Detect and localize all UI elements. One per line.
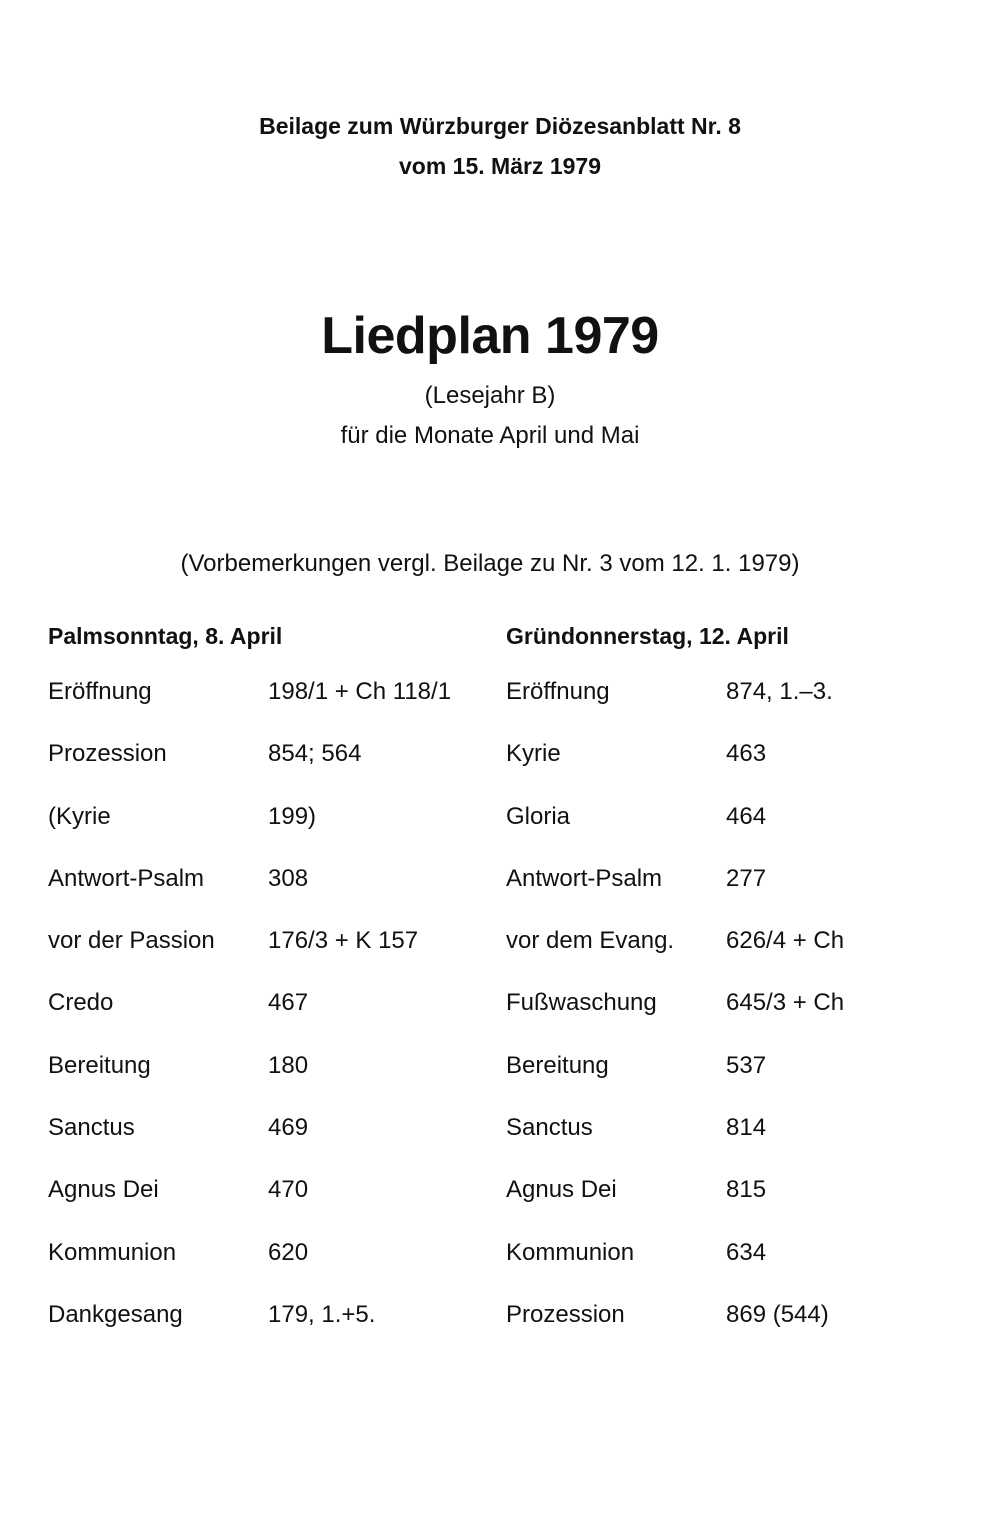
header-line-1: Beilage zum Würzburger Diözesanblatt Nr. 8 — [259, 113, 741, 139]
row-label: Kyrie — [506, 740, 561, 768]
subtitle-line-2: für die Monate April und Mai — [340, 422, 640, 449]
row-value: 464 — [726, 802, 767, 830]
row-value: 854; 564 — [268, 740, 362, 768]
list-item — [48, 672, 452, 734]
row-label: vor der Passion — [48, 927, 215, 955]
list-item — [506, 1046, 789, 1108]
column-maundy-thursday — [506, 616, 845, 1357]
list-item — [48, 1233, 309, 1295]
row-label: Dankgesang — [48, 1300, 183, 1328]
page-title: Liedplan 1979 — [321, 307, 659, 365]
subtitle-line-1: (Lesejahr B) — [424, 382, 556, 409]
row-value: 467 — [268, 989, 309, 1017]
row-label: Agnus Dei — [506, 1176, 617, 1204]
subtitle — [0, 376, 980, 456]
column-heading: Palmsonntag, 8. April — [48, 623, 283, 649]
list-item — [48, 1108, 309, 1170]
row-value: 814 — [726, 1114, 767, 1142]
row-label: (Kyrie — [48, 802, 111, 830]
list-item — [48, 921, 419, 983]
document-header — [0, 106, 1000, 186]
row-label: Antwort-Psalm — [48, 864, 205, 892]
list-item — [48, 983, 309, 1045]
row-label: Sanctus — [506, 1114, 593, 1142]
row-value: 469 — [268, 1114, 309, 1142]
row-value: 180 — [268, 1051, 309, 1079]
list-item — [506, 1108, 789, 1170]
list-item — [506, 983, 845, 1045]
row-label: Bereitung — [48, 1051, 151, 1079]
row-value: 869 (544) — [726, 1300, 829, 1328]
row-label: Antwort-Psalm — [506, 864, 663, 892]
row-value: 874, 1.–3. — [726, 678, 833, 705]
list-item — [48, 1170, 309, 1232]
header-line-2: vom 15. März 1979 — [398, 153, 601, 179]
list-item — [48, 797, 317, 859]
list-item — [506, 1295, 829, 1357]
row-value: 199) — [268, 802, 317, 830]
list-item — [48, 734, 362, 796]
list-item — [506, 859, 789, 921]
preliminary-note: (Vorbemerkungen vergl. Beilage zu Nr. 3 vom 12. 1. 1979) — [180, 550, 800, 577]
row-value: 634 — [726, 1238, 767, 1266]
song-list — [48, 672, 452, 1357]
row-label: Bereitung — [506, 1051, 609, 1079]
row-value: 308 — [268, 864, 309, 892]
row-label: Eröffnung — [506, 678, 610, 705]
row-value: 179, 1.+5. — [268, 1300, 376, 1328]
row-value: 626/4 + Ch — [726, 927, 845, 955]
row-label: Agnus Dei — [48, 1176, 159, 1204]
row-label: vor dem Evang. — [506, 927, 675, 955]
row-label: Kommunion — [506, 1238, 635, 1266]
list-item — [506, 1170, 789, 1232]
row-value: 198/1 + Ch 118/1 — [268, 678, 452, 705]
row-value: 537 — [726, 1051, 767, 1079]
row-value: 815 — [726, 1176, 767, 1204]
song-list — [506, 672, 845, 1357]
row-label: Prozession — [48, 740, 167, 768]
row-label: Credo — [48, 989, 114, 1017]
row-label: Sanctus — [48, 1114, 135, 1142]
list-item — [506, 797, 789, 859]
row-label: Prozession — [506, 1300, 625, 1328]
list-item — [506, 921, 845, 983]
list-item — [506, 734, 789, 796]
list-item — [48, 859, 309, 921]
column-palm-sunday — [48, 616, 452, 1357]
row-label: Eröffnung — [48, 678, 152, 705]
list-item — [506, 1233, 789, 1295]
row-value: 463 — [726, 740, 767, 768]
row-label: Kommunion — [48, 1238, 177, 1266]
row-value: 470 — [268, 1176, 309, 1204]
row-value: 277 — [726, 864, 767, 892]
list-item — [506, 672, 833, 734]
row-value: 620 — [268, 1238, 309, 1266]
column-heading: Gründonnerstag, 12. April — [506, 623, 789, 649]
row-value: 645/3 + Ch — [726, 989, 845, 1017]
row-label: Fußwaschung — [506, 989, 657, 1017]
list-item — [48, 1295, 376, 1357]
row-label: Gloria — [506, 802, 571, 830]
list-item — [48, 1046, 309, 1108]
row-value: 176/3 + K 157 — [268, 927, 419, 955]
